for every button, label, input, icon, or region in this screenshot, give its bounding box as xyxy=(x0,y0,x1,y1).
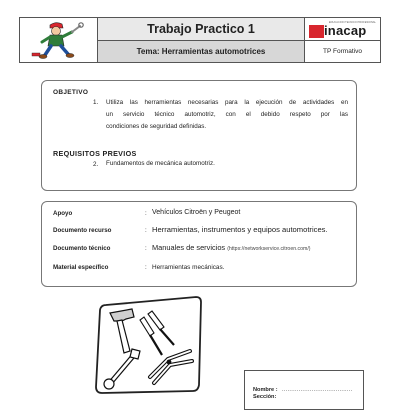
objetivo-heading: OBJETIVO xyxy=(53,89,89,96)
info-value: Herramientas mecánicas. xyxy=(152,264,225,271)
info-value: Herramientas, instrumentos y equipos automotrices. xyxy=(152,225,328,234)
document-header xyxy=(19,17,381,63)
objetivo-line: un servicio técnico automotriz, con el debido respeto por las xyxy=(106,111,348,118)
mechanic-mascot-icon xyxy=(28,20,90,60)
objetivo-item-text xyxy=(106,97,348,133)
brand-mark-icon xyxy=(309,25,324,38)
info-label: Apoyo xyxy=(53,210,73,217)
tools-illustration xyxy=(92,293,202,397)
requisitos-item-text: Fundamentos de mecánica automotriz. xyxy=(106,160,215,167)
service-manual-link[interactable]: (https://networkservice.citroen.com/) xyxy=(227,246,311,252)
info-colon: : xyxy=(145,264,147,271)
info-label: Material específico xyxy=(53,264,109,271)
name-label: Nombre : xyxy=(253,387,278,393)
info-value: Vehículos Citroën y Peugeot xyxy=(152,209,241,216)
info-value xyxy=(152,243,311,252)
objectives-box xyxy=(41,80,357,191)
mascot-cell xyxy=(20,18,98,62)
brand-tagline: EDUCACION TECNICO PROFESIONAL xyxy=(328,21,376,24)
student-info-box xyxy=(244,370,364,410)
info-colon: : xyxy=(145,245,147,252)
info-value-text: Manuales de servicios xyxy=(152,243,226,252)
document-title: Trabajo Practico 1 xyxy=(98,18,304,41)
brand-name: inacap xyxy=(324,23,367,38)
info-label: Documento técnico xyxy=(53,245,111,252)
document-topic: Tema: Herramientas automotrices xyxy=(98,41,304,62)
objetivo-line: condiciones de seguridad definidas. xyxy=(106,123,207,130)
section-label: Sección: xyxy=(253,394,277,400)
resources-box xyxy=(41,201,357,287)
objetivo-item-number: 1. xyxy=(93,99,99,106)
objetivo-line: Utiliza las herramientas necesarias para la ejecución de actividades en xyxy=(106,99,348,106)
info-colon: : xyxy=(145,227,147,234)
name-field[interactable]: ...................................... xyxy=(282,387,353,393)
requisitos-item-number: 2. xyxy=(93,161,99,168)
requisitos-heading: REQUISITOS PREVIOS xyxy=(53,149,137,158)
info-colon: : xyxy=(145,210,147,217)
brand-logo-cell xyxy=(304,18,380,41)
document-type: TP Formativo xyxy=(304,41,380,62)
info-label: Documento recurso xyxy=(53,227,112,234)
